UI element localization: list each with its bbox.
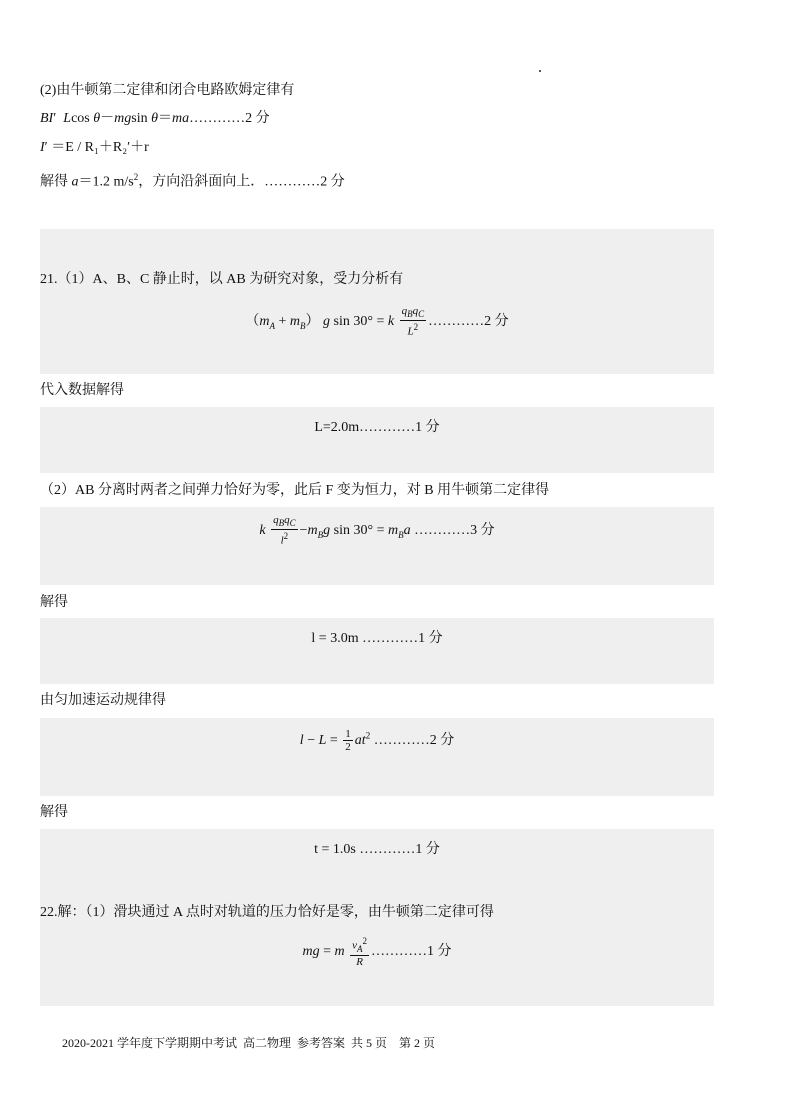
speck-mark bbox=[539, 70, 541, 72]
page-footer: 2020-2021 学年度下学期期中考试 高二物理 参考答案 共 5 页 第 2 页 bbox=[62, 1036, 435, 1050]
fraction-qbqc-over-l2: $\frac{q_Bq_C}{l^2}$ bbox=[273, 514, 296, 547]
q21-intro: 21.（1）A、B、C 静止时，以 AB 为研究对象，受力分析有 bbox=[40, 272, 404, 287]
q22-equation-1: mg = m $\frac{v_A^2}{R}$ …………1 分 bbox=[302, 936, 452, 968]
part2-heading: (2)由牛顿第二定律和闭合电路欧姆定律有 bbox=[40, 83, 295, 98]
q21-equation-1: $(m_A + m_B)$ g sin 30° = k $\frac{q_Bq_C}{L^2}$ …………2 分 bbox=[245, 305, 509, 338]
q21-result-t: t = 1.0s …………1 分 bbox=[314, 842, 440, 857]
q21-solve-label-2: 解得 bbox=[40, 805, 68, 820]
q22-intro: 22.解：（1）滑块通过 A 点时对轨道的压力恰好是零，由牛顿第二定律可得 bbox=[40, 905, 494, 920]
part2-equation-1: BI′ Lcos θ－mgsin θ＝ma…………2 分 bbox=[40, 111, 270, 126]
q21-result-L: L=2.0m…………1 分 bbox=[314, 420, 440, 435]
q21-equation-3: l − L = $\frac{1}{2}$ $at^2$ …………2 分 bbox=[299, 728, 455, 753]
fraction-vA2-over-R: $\frac{v_A^2}{R}$ bbox=[352, 936, 368, 968]
q21-uniform-label: 由匀加速运动规律得 bbox=[40, 693, 166, 708]
q21-result-l: l = 3.0m …………1 分 bbox=[311, 631, 443, 646]
q21-solve-label-1: 解得 bbox=[40, 595, 68, 610]
q21-substitute-label: 代入数据解得 bbox=[40, 383, 124, 398]
q21-block-1 bbox=[40, 229, 714, 374]
part2-result: 解得 a＝1.2 $m/s^2$，方向沿斜面向上．…………2 分 bbox=[40, 172, 345, 190]
fraction-qbqc-over-L2: $\frac{q_Bq_C}{L^2}$ bbox=[401, 305, 425, 338]
q21-part2-text: （2）AB 分离时两者之间弹力恰好为零，此后 F 变为恒力，对 B 用牛顿第二定律得 bbox=[40, 483, 550, 498]
part2-equation-2: I′ ＝E / R₁＋R₂′＋r bbox=[40, 140, 149, 155]
q21-equation-2: k $\frac{q_Bq_C}{l^2}$ $-m_Bg$ $\sin 30^\circ = m_Ba$ …………3 分 bbox=[259, 514, 495, 547]
fraction-one-half: $\frac{1}{2}$ bbox=[345, 728, 351, 753]
